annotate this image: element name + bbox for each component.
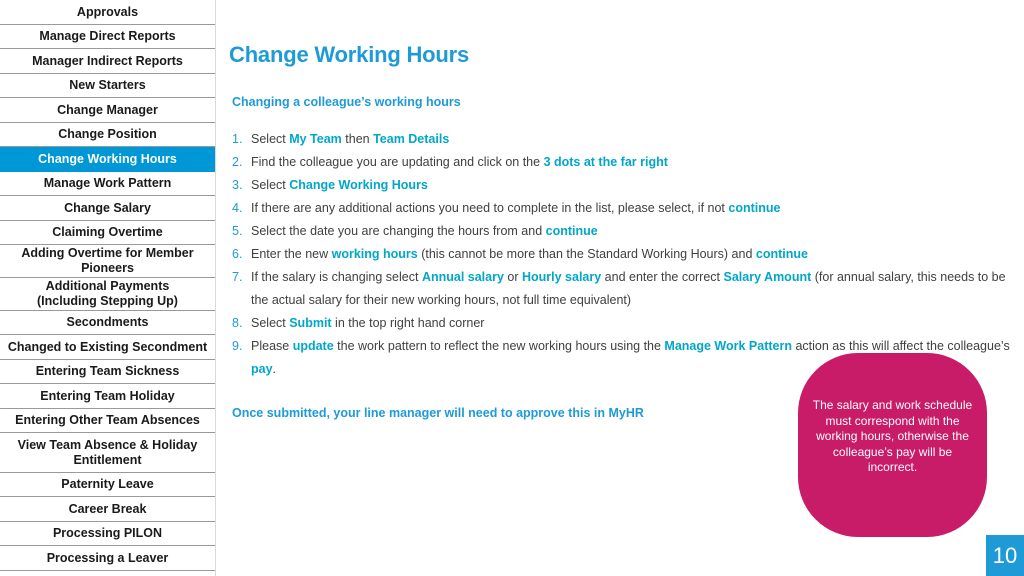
nav-changed-existing-secondment[interactable] [0, 335, 215, 360]
step-highlight: update [292, 339, 334, 353]
nav-paternity-leave[interactable] [0, 473, 215, 497]
nav-approvals[interactable] [0, 0, 215, 25]
step-text: (this cannot be more than the Standard Working Hours) and [417, 247, 756, 261]
nav-item-label: Entering Team Holiday [40, 388, 175, 403]
section-subtitle: Changing a colleague’s working hours [232, 95, 461, 109]
nav-item-label: Change Position [58, 127, 157, 141]
step-item [232, 243, 1012, 266]
nav-manage-direct-reports[interactable] [0, 25, 215, 49]
step-highlight: continue [545, 224, 598, 238]
nav-item-label: Adding Overtime for Member Pioneers [21, 246, 194, 275]
nav-change-working-hours[interactable] [0, 147, 215, 172]
step-number: 5. [232, 224, 243, 238]
nav-item-label: Change Manager [57, 102, 158, 117]
nav-item-label: Entering Team Sickness [35, 364, 180, 378]
step-highlight: Change Working Hours [289, 178, 428, 192]
step-text: in the top right hand corner [331, 316, 485, 330]
step-number: 6. [232, 247, 243, 261]
nav-item-label: Additional Payments (Including Stepping Up) [37, 279, 178, 308]
nav-manage-work-pattern[interactable] [0, 172, 215, 196]
step-number: 2. [232, 155, 243, 169]
nav-item-label: Change Salary [64, 200, 151, 215]
callout-bubble [798, 353, 987, 537]
nav-item-label: Processing PILON [52, 526, 163, 540]
step-item [232, 312, 1012, 335]
nav-item-label: Manage Work Pattern [43, 176, 172, 190]
nav-secondments[interactable] [0, 311, 215, 335]
steps-list [232, 128, 1012, 381]
step-text: then [341, 132, 374, 146]
step-text: (for annual salary, this needs to be the actual salary for their new working hours, not full time equivalent) [251, 270, 1006, 307]
step-number: 4. [232, 201, 243, 215]
nav-item-label: Paternity Leave [61, 477, 154, 491]
step-text: Select [251, 132, 290, 146]
step-number: 3. [232, 178, 243, 192]
nav-processing-leaver[interactable] [0, 546, 215, 571]
nav-view-team-absence-holiday[interactable] [0, 433, 215, 473]
step-highlight: continue [728, 201, 781, 215]
nav-item-label: Manage Direct Reports [39, 29, 176, 43]
nav-adding-overtime-member-pioneers[interactable] [0, 245, 215, 278]
step-highlight: Hourly salary [521, 270, 602, 284]
step-text: Select [251, 178, 290, 192]
step-number: 1. [232, 132, 243, 146]
step-highlight: 3 dots at the far right [543, 155, 668, 169]
nav-item-label: Manager Indirect Reports [32, 53, 183, 68]
nav-additional-payments[interactable] [0, 278, 215, 311]
step-item [232, 197, 1012, 220]
step-highlight: Submit [289, 316, 332, 330]
step-number: 9. [232, 339, 243, 353]
step-highlight: working hours [331, 247, 418, 261]
step-text: If the salary is changing select [251, 270, 422, 284]
nav-entering-team-holiday[interactable] [0, 384, 215, 409]
nav-item-label: New Starters [69, 78, 146, 92]
submit-note: Once submitted, your line manager will need to approve this in MyHR [232, 406, 644, 420]
page-title: Change Working Hours [229, 42, 470, 67]
step-highlight: Salary Amount [723, 270, 812, 284]
step-highlight: continue [755, 247, 808, 261]
page-number: 10 [986, 535, 1024, 576]
step-text: Please [251, 339, 293, 353]
step-item [232, 266, 1012, 312]
step-text: and enter the correct [601, 270, 724, 284]
step-text: . [272, 362, 277, 376]
step-text: action as this will affect the colleague’s [792, 339, 1010, 353]
nav-item-label: Entering Other Team Absences [15, 413, 200, 427]
step-highlight: Team Details [373, 132, 450, 146]
nav-new-starters[interactable] [0, 74, 215, 98]
nav-item-label: Secondments [66, 315, 149, 329]
sidebar-nav [0, 0, 216, 576]
nav-item-label: Change Working Hours [38, 151, 177, 166]
step-text: Find the colleague you are updating and click on the [251, 155, 544, 169]
nav-manager-indirect-reports[interactable] [0, 49, 215, 74]
step-highlight: My Team [289, 132, 342, 146]
nav-change-salary[interactable] [0, 196, 215, 221]
step-highlight: Manage Work Pattern [664, 339, 792, 353]
step-text: Select the date you are changing the hours from and [251, 224, 546, 238]
callout-text: The salary and work schedule must correspond with the working hours, otherwise the colleague’s pay will be incorrect. [812, 398, 973, 474]
nav-item-label: Claiming Overtime [52, 225, 163, 239]
step-highlight: pay [251, 362, 273, 376]
step-text: If there are any additional actions you need to complete in the list, please select, if not [251, 201, 729, 215]
nav-item-label: Changed to Existing Secondment [7, 339, 208, 354]
nav-change-manager[interactable] [0, 98, 215, 123]
step-item [232, 220, 1012, 243]
step-number: 8. [232, 316, 243, 330]
nav-processing-pilon[interactable] [0, 522, 215, 546]
nav-item-label: View Team Absence & Holiday Entitlement [17, 437, 198, 467]
step-number: 7. [232, 270, 243, 284]
step-item [232, 151, 1012, 174]
nav-entering-team-sickness[interactable] [0, 360, 215, 384]
step-text: Select [251, 316, 290, 330]
step-item [232, 174, 1012, 197]
nav-claiming-overtime[interactable] [0, 221, 215, 245]
nav-item-label: Approvals [76, 4, 139, 19]
step-text: the work pattern to reflect the new working hours using the [333, 339, 665, 353]
step-text: Enter the new [251, 247, 332, 261]
step-item [232, 128, 1012, 151]
nav-item-label: Career Break [68, 501, 147, 516]
step-highlight: Annual salary [421, 270, 504, 284]
nav-entering-other-team-absences[interactable] [0, 409, 215, 433]
nav-change-position[interactable] [0, 123, 215, 147]
step-text: or [503, 270, 522, 284]
nav-item-label: Processing a Leaver [46, 550, 169, 565]
nav-career-break[interactable] [0, 497, 215, 522]
